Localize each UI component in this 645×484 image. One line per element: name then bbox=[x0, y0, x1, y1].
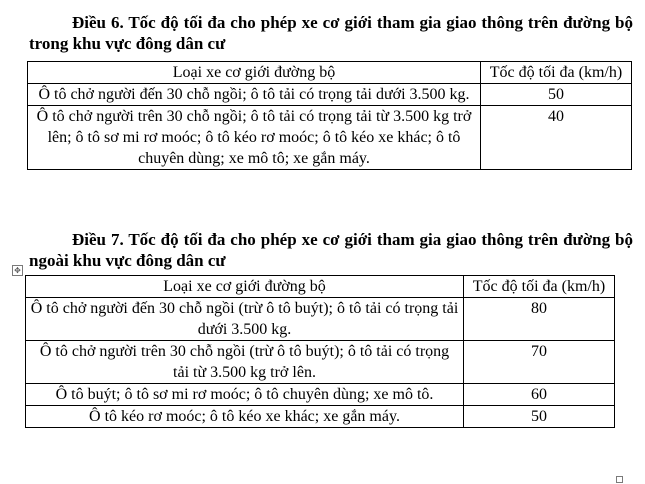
vehicle-cell: Ô tô chở người đến 30 chỗ ngồi; ô tô tải có trọng tải dưới 3.500 kg. bbox=[28, 84, 481, 106]
vehicle-cell: Ô tô chở người đến 30 chỗ ngồi (trừ ô tô buýt); ô tô tải có trọng tải dưới 3.500 kg. bbox=[26, 298, 464, 341]
column-header-vehicle: Loại xe cơ giới đường bộ bbox=[28, 62, 481, 84]
vehicle-cell: Ô tô chở người trên 30 chỗ ngồi; ô tô tải có trọng tải từ 3.500 kg trở lên; ô tô sơ mi rơ moóc; ô tô kéo rơ moóc; ô tô kéo xe khác; ô tô chuyên dùng; xe mô tô; xe gắn máy. bbox=[28, 106, 481, 170]
table-resize-icon[interactable] bbox=[616, 476, 623, 483]
column-header-max-speed: Tốc độ tối đa (km/h) bbox=[464, 276, 615, 298]
table-row bbox=[26, 341, 615, 384]
speed-cell: 50 bbox=[464, 406, 615, 428]
column-header-max-speed: Tốc độ tối đa (km/h) bbox=[481, 62, 632, 84]
table-row bbox=[26, 406, 615, 428]
speed-cell: 60 bbox=[464, 384, 615, 406]
speed-cell: 40 bbox=[481, 106, 632, 170]
table-row bbox=[28, 106, 632, 170]
table-header-row bbox=[28, 62, 632, 84]
speed-cell: 80 bbox=[464, 298, 615, 341]
article-6-heading: Điều 6. Tốc độ tối đa cho phép xe cơ giới tham gia giao thông trên đường bộ trong khu vực đông dân cư bbox=[29, 13, 633, 53]
vehicle-cell: Ô tô chở người trên 30 chỗ ngồi (trừ ô tô buýt); ô tô tải có trọng tải từ 3.500 kg trở lên. bbox=[26, 341, 464, 384]
vehicle-cell: Ô tô kéo rơ moóc; ô tô kéo xe khác; xe gắn máy. bbox=[26, 406, 464, 428]
table-row bbox=[26, 298, 615, 341]
table-header-row bbox=[26, 276, 615, 298]
move-cross-icon[interactable]: ✥ bbox=[12, 265, 23, 276]
article-7-speed-table bbox=[25, 275, 615, 428]
vehicle-cell: Ô tô buýt; ô tô sơ mi rơ moóc; ô tô chuyên dùng; xe mô tô. bbox=[26, 384, 464, 406]
speed-cell: 70 bbox=[464, 341, 615, 384]
table-row bbox=[26, 384, 615, 406]
speed-cell: 50 bbox=[481, 84, 632, 106]
table-row bbox=[28, 84, 632, 106]
article-7-heading: Điều 7. Tốc độ tối đa cho phép xe cơ giới tham gia giao thông trên đường bộ ngoài khu vực đông dân cư bbox=[29, 230, 633, 270]
column-header-vehicle: Loại xe cơ giới đường bộ bbox=[26, 276, 464, 298]
article-6-speed-table bbox=[27, 61, 632, 170]
